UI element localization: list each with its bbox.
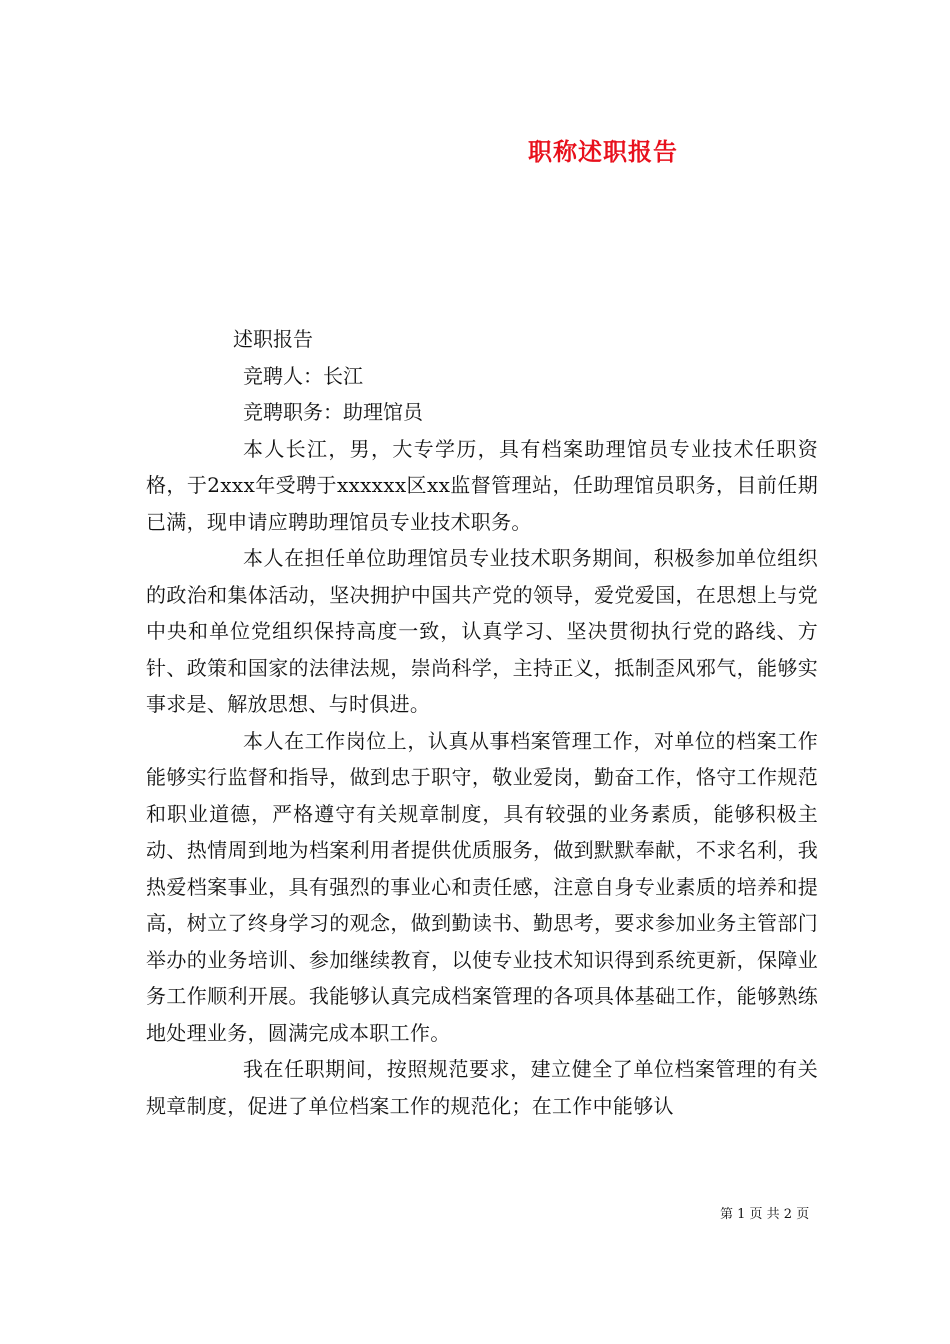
document-title: 职称述职报告 <box>528 137 678 166</box>
paragraph: 我在任职期间，按照规范要求，建立健全了单位档案管理的有关规章制度，促进了单位档案工作的规范化；在工作中能够认 <box>146 1057 818 1118</box>
paragraph: 本人在工作岗位上，认真从事档案管理工作，对单位的档案工作能够实行监督和指导，做到忠于职守，敬业爱岗，勤奋工作，恪守工作规范和职业道德，严格遵守有关规章制度，具有较强的业务素质，能够积极主动、热情周到地为档案利用者提供优质服务，做到默默奉献，不求名利，我热爱档案事业，具有强烈的事业心和责任感，注意自身专业素质的培养和提高，树立了终身学习的观念，做到勤读书、勤思考，要求参加业务主管部门举办的业务培训、参加继续教育，以使专业技术知识得到系统更新，保障业务工作顺利开展。我能够认真完成档案管理的各项具体基础工作，能够熟练地处理业务，圆满完成本职工作。 <box>146 728 818 1045</box>
page-number-footer: 第 1 页 共 2 页 <box>720 1207 810 1222</box>
paragraph: 本人在担任单位助理馆员专业技术职务期间，积极参加单位组织的政治和集体活动，坚决拥护中国共产党的领导，爱党爱国，在思想上与党中央和单位党组织保持高度一致，认真学习、坚决贯彻执行党的路线、方针、政策和国家的法律法规，崇尚科学，主持正义，抵制歪风邪气，能够实事求是、解放思想、与时俱进。 <box>146 546 818 716</box>
applicant-line: 竞聘人：长江 <box>243 363 363 388</box>
report-heading: 述职报告 <box>233 327 313 351</box>
paragraph: 本人长江，男，大专学历，具有档案助理馆员专业技术任职资格，于2xxx年受聘于xxxxxx区xx监督管理站，任助理馆员职务，目前任期已满，现申请应聘助理馆员专业技术职务。 <box>146 436 818 534</box>
document-body <box>146 321 818 1124</box>
position-line: 竞聘职务：助理馆员 <box>243 400 423 424</box>
